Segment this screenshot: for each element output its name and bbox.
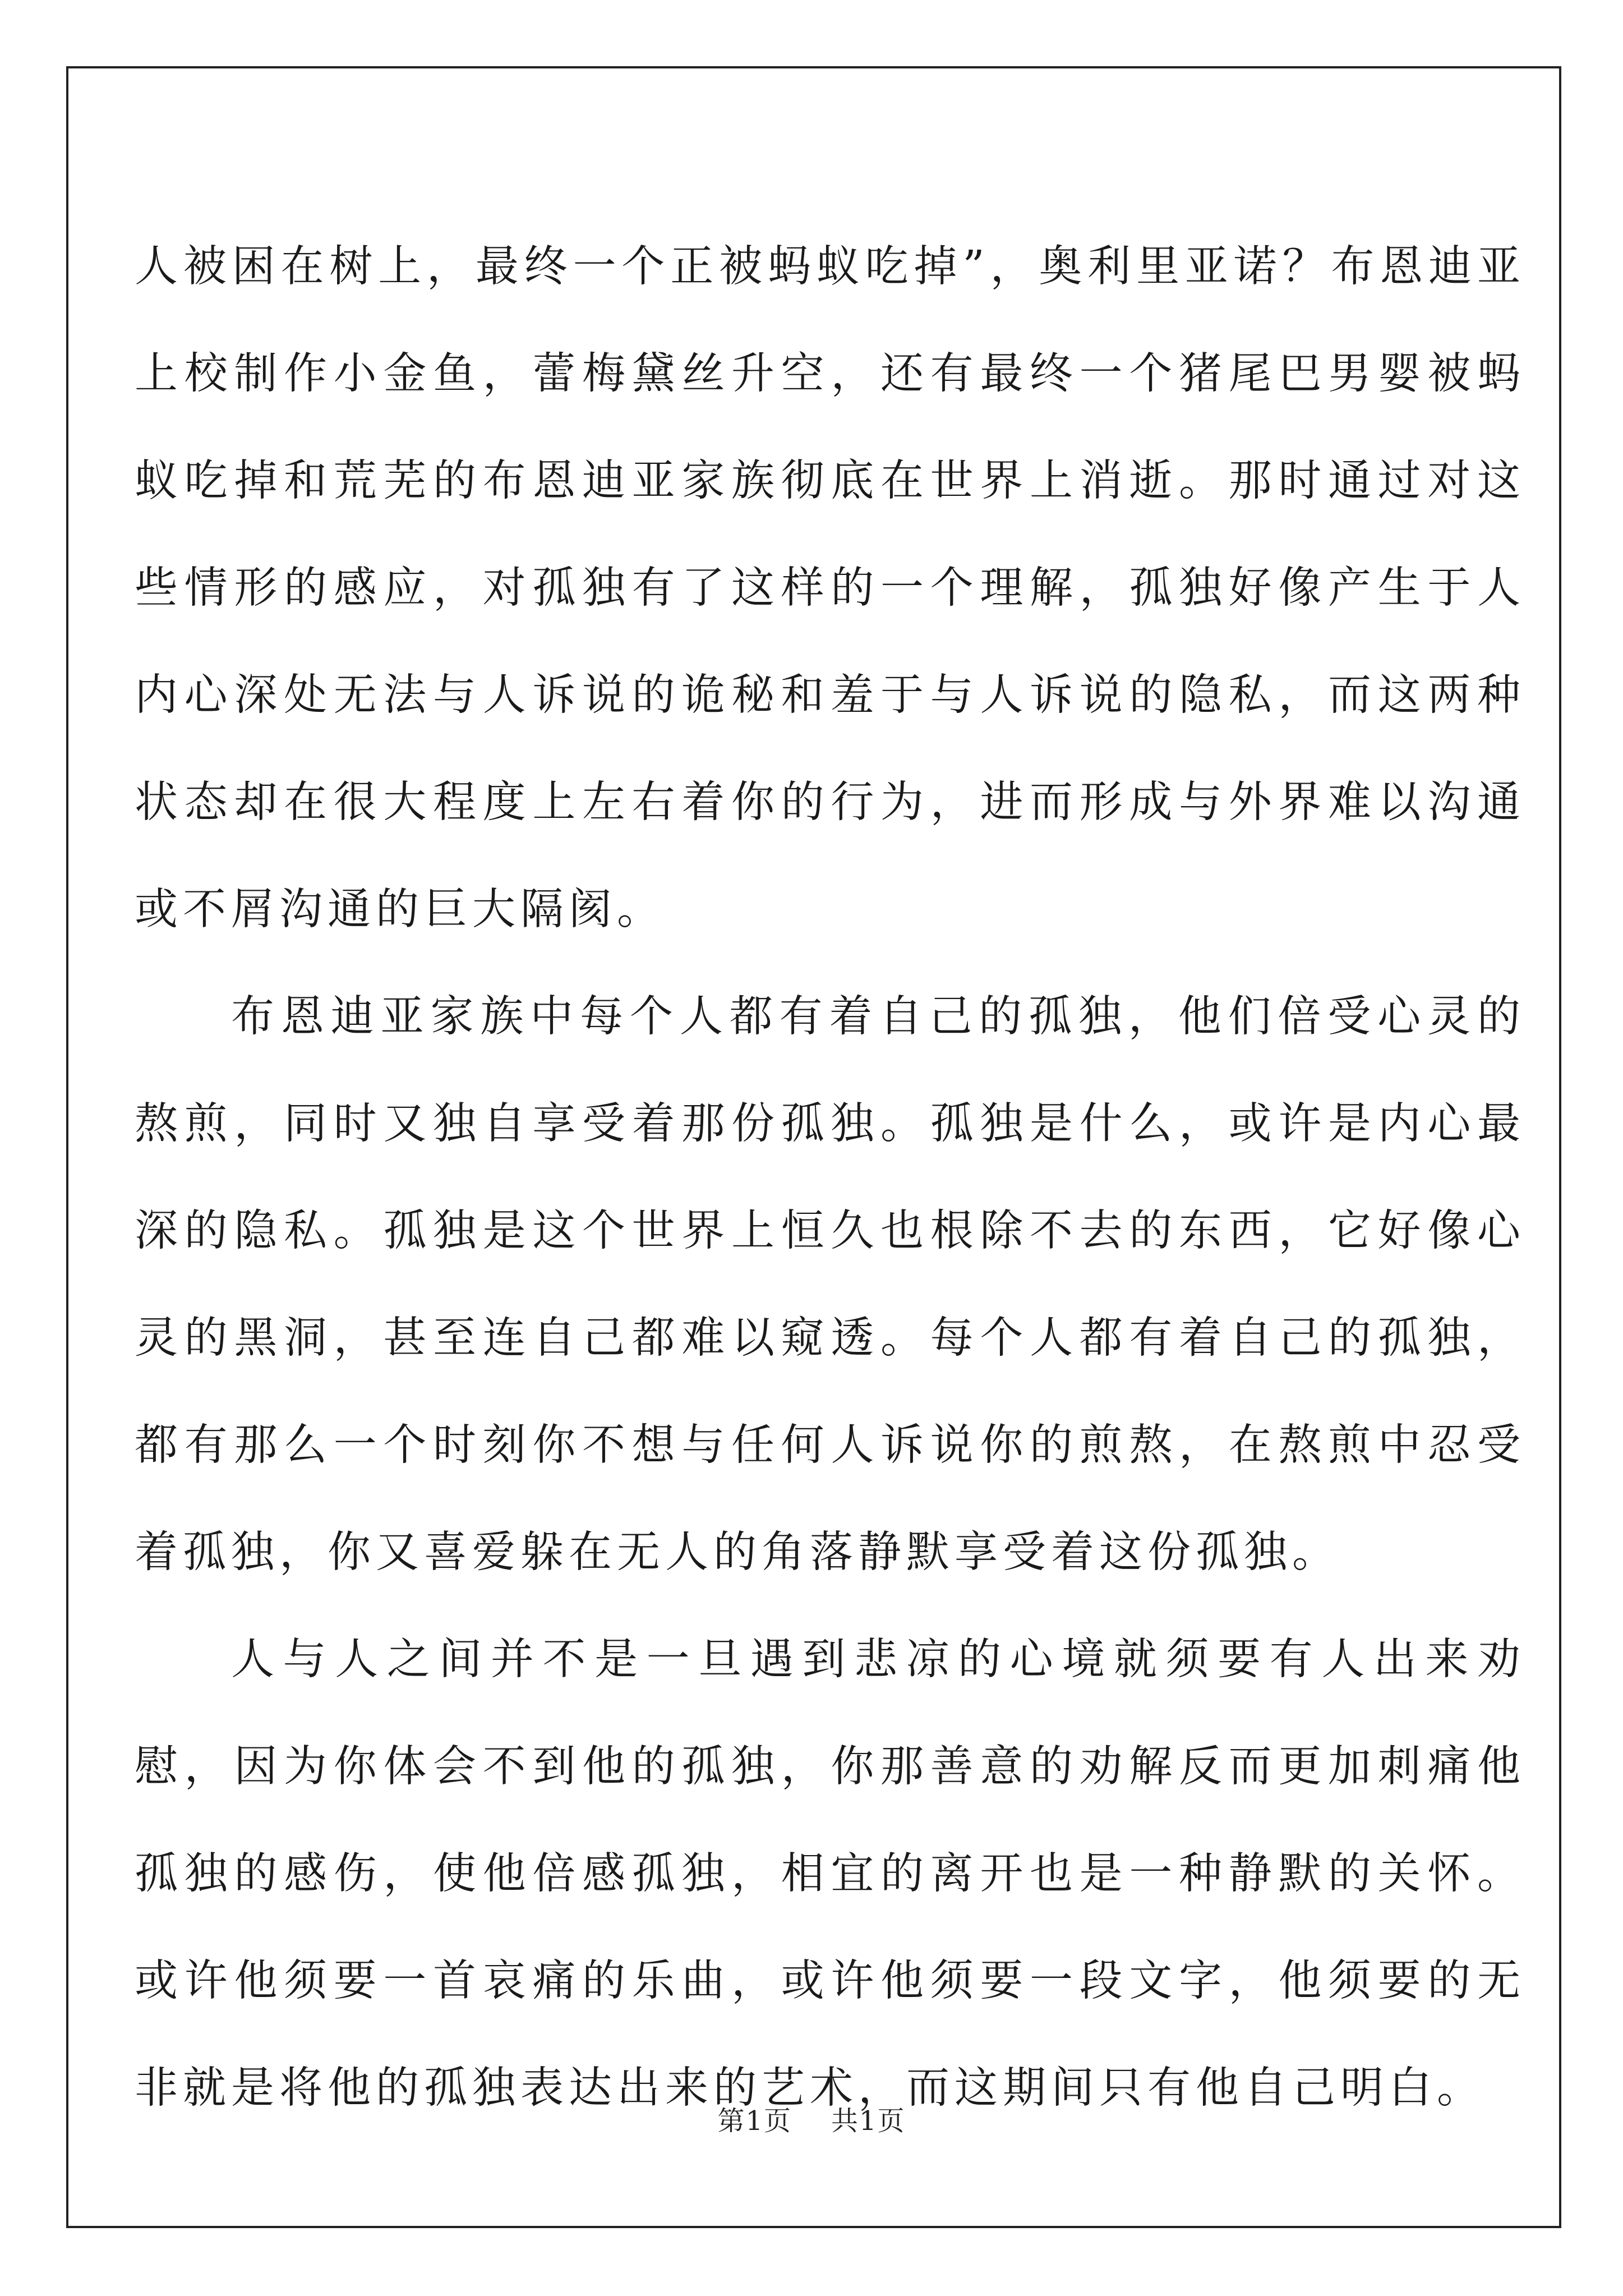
paragraph-continuation: 人被困在树上，最终一个正被蚂蚁吃掉”，奥利里亚诺？布恩迪亚上校制作小金鱼，蕾梅黛丝升空，还有最终一个猪尾巴男婴被蚂蚁吃掉和荒芜的布恩迪亚家族彻底在世界上消逝。那时通过对这些情形的感应，对孤独有了这样的一个理解，孤独好像产生于人内心深处无法与人诉说的诡秘和羞于与人诉说的隐私，而这两种状态却在很大程度上左右着你的行为，进而形成与外界难以沟通或不屑沟通的巨大隔阂。 bbox=[135, 242, 1525, 935]
page-total: 共1页 bbox=[831, 2105, 906, 2137]
page-number: 第1页 bbox=[717, 2105, 792, 2137]
document-body bbox=[135, 213, 1525, 2142]
paragraph-human-relations: 人与人之间并不是一旦遇到悲凉的心境就须要有人出来劝慰，因为你体会不到他的孤独，你那善意的劝解反而更加刺痛他孤独的感伤，使他倍感孤独，相宜的离开也是一种静默的关怀。或许他须要一首哀痛的乐曲，或许他须要一段文字，他须要的无非就是将他的孤独表达出来的艺术，而这期间只有他自己明白。 bbox=[135, 1635, 1525, 2113]
paragraph-family-solitude: 布恩迪亚家族中每个人都有着自己的孤独，他们倍受心灵的熬煎，同时又独自享受着那份孤独。孤独是什么，或许是内心最深的隐私。孤独是这个世界上恒久也根除不去的东西，它好像心灵的黑洞，甚至连自己都难以窥透。每个人都有着自己的孤独，都有那么一个时刻你不想与任何人诉说你的煎熬，在熬煎中忍受着孤独，你又喜爱躲在无人的角落静默享受着这份孤独。 bbox=[135, 992, 1525, 1577]
page-footer bbox=[0, 2099, 1623, 2138]
